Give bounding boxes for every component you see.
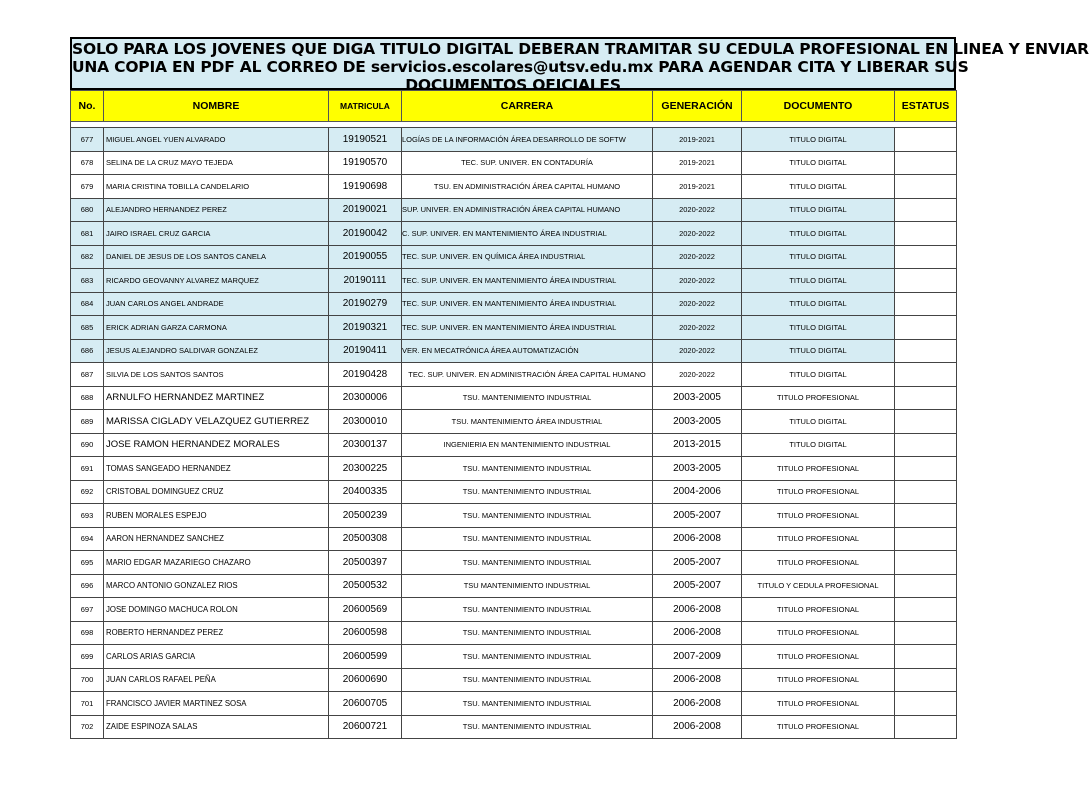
cell-matricula: 20190279: [329, 292, 402, 316]
cell-estatus: [895, 621, 957, 645]
cell-no: 681: [71, 222, 104, 246]
table-row: [71, 222, 957, 246]
cell-carrera: TEC. SUP. UNIVER. EN CONTADURÍA: [402, 151, 653, 175]
cell-nombre: MIGUEL ANGEL YUEN ALVARADO: [104, 128, 329, 152]
cell-no: 695: [71, 551, 104, 575]
cell-generacion: 2003-2005: [653, 410, 742, 434]
cell-documento: TITULO PROFESIONAL: [742, 692, 895, 716]
cell-carrera: TSU. MANTENIMIENTO INDUSTRIAL: [402, 715, 653, 739]
cell-estatus: [895, 175, 957, 199]
cell-nombre: ERICK ADRIAN GARZA CARMONA: [104, 316, 329, 340]
cell-estatus: [895, 292, 957, 316]
cell-matricula: 20500239: [329, 504, 402, 528]
table-row: [71, 598, 957, 622]
cell-documento: TITULO DIGITAL: [742, 198, 895, 222]
table-row: [71, 574, 957, 598]
cell-no: 690: [71, 433, 104, 457]
cell-carrera: TSU. MANTENIMIENTO INDUSTRIAL: [402, 527, 653, 551]
cell-carrera: LOGÍAS DE LA INFORMACIÓN ÁREA DESARROLLO DE SOFTW: [402, 128, 653, 152]
cell-no: 682: [71, 245, 104, 269]
cell-estatus: [895, 480, 957, 504]
cell-documento: TITULO PROFESIONAL: [742, 621, 895, 645]
cell-documento: TITULO PROFESIONAL: [742, 715, 895, 739]
cell-documento: TITULO PROFESIONAL: [742, 480, 895, 504]
cell-matricula: 20600721: [329, 715, 402, 739]
cell-nombre: ARNULFO HERNANDEZ MARTINEZ: [104, 386, 329, 410]
cell-estatus: [895, 198, 957, 222]
cell-no: 696: [71, 574, 104, 598]
cell-no: 689: [71, 410, 104, 434]
cell-no: 692: [71, 480, 104, 504]
cell-estatus: [895, 316, 957, 340]
cell-estatus: [895, 692, 957, 716]
table-row: [71, 339, 957, 363]
cell-carrera: INGENIERIA EN MANTENIMIENTO INDUSTRIAL: [402, 433, 653, 457]
cell-nombre: DANIEL DE JESUS DE LOS SANTOS CANELA: [104, 245, 329, 269]
students-table: [70, 90, 957, 739]
cell-no: 691: [71, 457, 104, 481]
cell-documento: TITULO DIGITAL: [742, 175, 895, 199]
cell-documento: TITULO DIGITAL: [742, 269, 895, 293]
table-row: [71, 668, 957, 692]
notice-line-1: SOLO PARA LOS JOVENES QUE DIGA TITULO DIGITAL DEBERAN TRAMITAR SU CEDULA PROFESIONAL EN LINEA Y ENVIAR: [72, 40, 1089, 58]
cell-matricula: 20300137: [329, 433, 402, 457]
cell-nombre: FRANCISCO JAVIER MARTINEZ SOSA: [104, 692, 329, 716]
cell-nombre: SILVIA DE LOS SANTOS SANTOS: [104, 363, 329, 387]
cell-matricula: 19190698: [329, 175, 402, 199]
header-generacion: GENERACIÓN: [653, 91, 742, 122]
cell-matricula: 20190055: [329, 245, 402, 269]
table-row: [71, 386, 957, 410]
cell-nombre: MARCO ANTONIO GONZALEZ RIOS: [104, 574, 329, 598]
cell-carrera: C. SUP. UNIVER. EN MANTENIMIENTO ÁREA INDUSTRIAL: [402, 222, 653, 246]
cell-no: 698: [71, 621, 104, 645]
cell-documento: TITULO PROFESIONAL: [742, 551, 895, 575]
cell-matricula: 20190042: [329, 222, 402, 246]
cell-carrera: TEC. SUP. UNIVER. EN MANTENIMIENTO ÁREA INDUSTRIAL: [402, 292, 653, 316]
table-row: [71, 245, 957, 269]
cell-documento: TITULO PROFESIONAL: [742, 668, 895, 692]
cell-nombre: MARIO EDGAR MAZARIEGO CHAZARO: [104, 551, 329, 575]
cell-nombre: JAIRO ISRAEL CRUZ GARCIA: [104, 222, 329, 246]
cell-generacion: 2003-2005: [653, 457, 742, 481]
cell-nombre: ALEJANDRO HERNANDEZ PEREZ: [104, 198, 329, 222]
cell-matricula: 20190021: [329, 198, 402, 222]
cell-documento: TITULO DIGITAL: [742, 292, 895, 316]
table-row: [71, 316, 957, 340]
header-documento: DOCUMENTO: [742, 91, 895, 122]
cell-matricula: 19190570: [329, 151, 402, 175]
table-row: [71, 457, 957, 481]
table-row: [71, 269, 957, 293]
cell-generacion: 2020-2022: [653, 339, 742, 363]
cell-nombre: RICARDO GEOVANNY ALVAREZ MARQUEZ: [104, 269, 329, 293]
cell-carrera: TSU. MANTENIMIENTO INDUSTRIAL: [402, 504, 653, 528]
cell-no: 678: [71, 151, 104, 175]
table-row: [71, 198, 957, 222]
cell-estatus: [895, 574, 957, 598]
cell-estatus: [895, 551, 957, 575]
cell-nombre: SELINA DE LA CRUZ MAYO TEJEDA: [104, 151, 329, 175]
header-estatus: ESTATUS: [895, 91, 957, 122]
cell-generacion: 2006-2008: [653, 598, 742, 622]
table-row: [71, 292, 957, 316]
cell-estatus: [895, 527, 957, 551]
table-row: [71, 410, 957, 434]
cell-carrera: VER. EN MECATRÓNICA ÁREA AUTOMATIZACIÓN: [402, 339, 653, 363]
table-row: [71, 621, 957, 645]
cell-generacion: 2005-2007: [653, 574, 742, 598]
cell-documento: TITULO DIGITAL: [742, 222, 895, 246]
cell-generacion: 2006-2008: [653, 621, 742, 645]
table-header-row: [71, 91, 957, 122]
cell-carrera: SUP. UNIVER. EN ADMINISTRACIÓN ÁREA CAPITAL HUMANO: [402, 198, 653, 222]
cell-carrera: TSU. MANTENIMIENTO INDUSTRIAL: [402, 551, 653, 575]
cell-estatus: [895, 128, 957, 152]
cell-documento: TITULO PROFESIONAL: [742, 457, 895, 481]
cell-estatus: [895, 410, 957, 434]
cell-documento: TITULO DIGITAL: [742, 128, 895, 152]
cell-generacion: 2005-2007: [653, 504, 742, 528]
cell-generacion: 2006-2008: [653, 715, 742, 739]
cell-matricula: 20190428: [329, 363, 402, 387]
cell-carrera: TSU. MANTENIMIENTO INDUSTRIAL: [402, 668, 653, 692]
cell-documento: TITULO DIGITAL: [742, 339, 895, 363]
cell-estatus: [895, 433, 957, 457]
cell-no: 687: [71, 363, 104, 387]
table-row: [71, 128, 957, 152]
cell-estatus: [895, 269, 957, 293]
cell-carrera: TSU. MANTENIMIENTO INDUSTRIAL: [402, 621, 653, 645]
cell-matricula: 20600598: [329, 621, 402, 645]
cell-generacion: 2020-2022: [653, 245, 742, 269]
cell-nombre: MARIA CRISTINA TOBILLA CANDELARIO: [104, 175, 329, 199]
cell-documento: TITULO PROFESIONAL: [742, 386, 895, 410]
cell-generacion: 2006-2008: [653, 668, 742, 692]
cell-no: 686: [71, 339, 104, 363]
cell-generacion: 2004-2006: [653, 480, 742, 504]
cell-generacion: 2020-2022: [653, 316, 742, 340]
table-row: [71, 645, 957, 669]
cell-carrera: TEC. SUP. UNIVER. EN MANTENIMIENTO ÁREA INDUSTRIAL: [402, 269, 653, 293]
cell-carrera: TSU. MANTENIMIENTO INDUSTRIAL: [402, 645, 653, 669]
cell-generacion: 2020-2022: [653, 222, 742, 246]
notice-line-3: DOCUMENTOS OFICIALES: [405, 76, 621, 94]
cell-no: 699: [71, 645, 104, 669]
cell-generacion: 2003-2005: [653, 386, 742, 410]
cell-matricula: 20500532: [329, 574, 402, 598]
cell-documento: TITULO DIGITAL: [742, 316, 895, 340]
cell-no: 684: [71, 292, 104, 316]
cell-carrera: TSU. MANTENIMIENTO ÁREA INDUSTRIAL: [402, 410, 653, 434]
cell-carrera: TSU. MANTENIMIENTO INDUSTRIAL: [402, 480, 653, 504]
cell-generacion: 2007-2009: [653, 645, 742, 669]
cell-no: 680: [71, 198, 104, 222]
cell-documento: TITULO PROFESIONAL: [742, 598, 895, 622]
table-row: [71, 480, 957, 504]
cell-matricula: 20600599: [329, 645, 402, 669]
cell-nombre: ZAIDE ESPINOZA SALAS: [104, 715, 329, 739]
cell-carrera: TSU. MANTENIMIENTO INDUSTRIAL: [402, 598, 653, 622]
cell-estatus: [895, 151, 957, 175]
cell-nombre: MARISSA CIGLADY VELAZQUEZ GUTIERREZ: [104, 410, 329, 434]
cell-documento: TITULO PROFESIONAL: [742, 504, 895, 528]
cell-no: 702: [71, 715, 104, 739]
cell-nombre: CRISTOBAL DOMINGUEZ CRUZ: [104, 480, 329, 504]
cell-carrera: TSU MANTENIMIENTO INDUSTRIAL: [402, 574, 653, 598]
cell-nombre: JESUS ALEJANDRO SALDIVAR GONZALEZ: [104, 339, 329, 363]
cell-documento: TITULO DIGITAL: [742, 245, 895, 269]
table-row: [71, 715, 957, 739]
cell-generacion: 2019-2021: [653, 175, 742, 199]
cell-estatus: [895, 668, 957, 692]
cell-matricula: 20300010: [329, 410, 402, 434]
cell-carrera: TSU. MANTENIMIENTO INDUSTRIAL: [402, 457, 653, 481]
cell-matricula: 20300225: [329, 457, 402, 481]
cell-matricula: 20190321: [329, 316, 402, 340]
cell-nombre: TOMAS SANGEADO HERNANDEZ: [104, 457, 329, 481]
cell-estatus: [895, 339, 957, 363]
cell-matricula: 20500308: [329, 527, 402, 551]
document-sheet: [70, 37, 1089, 739]
table-row: [71, 433, 957, 457]
cell-generacion: 2019-2021: [653, 151, 742, 175]
cell-generacion: 2020-2022: [653, 363, 742, 387]
cell-matricula: 20300006: [329, 386, 402, 410]
cell-generacion: 2020-2022: [653, 198, 742, 222]
cell-carrera: TEC. SUP. UNIVER. EN QUÍMICA ÁREA INDUSTRIAL: [402, 245, 653, 269]
cell-generacion: 2006-2008: [653, 527, 742, 551]
notice-banner: [70, 37, 1089, 94]
cell-carrera: TSU. EN ADMINISTRACIÓN ÁREA CAPITAL HUMANO: [402, 175, 653, 199]
cell-estatus: [895, 715, 957, 739]
cell-nombre: ROBERTO HERNANDEZ PEREZ: [104, 621, 329, 645]
table-row: [71, 151, 957, 175]
header-no: No.: [71, 91, 104, 122]
cell-matricula: 19190521: [329, 128, 402, 152]
cell-no: 693: [71, 504, 104, 528]
cell-nombre: JOSE RAMON HERNANDEZ MORALES: [104, 433, 329, 457]
cell-nombre: JUAN CARLOS RAFAEL PEÑA: [104, 668, 329, 692]
cell-no: 700: [71, 668, 104, 692]
cell-no: 701: [71, 692, 104, 716]
cell-matricula: 20190111: [329, 269, 402, 293]
cell-estatus: [895, 598, 957, 622]
cell-documento: TITULO DIGITAL: [742, 363, 895, 387]
cell-documento: TITULO DIGITAL: [742, 410, 895, 434]
cell-no: 683: [71, 269, 104, 293]
header-matricula: MATRICULA: [329, 91, 402, 122]
cell-matricula: 20190411: [329, 339, 402, 363]
cell-nombre: JUAN CARLOS ANGEL ANDRADE: [104, 292, 329, 316]
cell-generacion: 2019-2021: [653, 128, 742, 152]
table-row: [71, 551, 957, 575]
cell-nombre: JOSE DOMINGO MACHUCA ROLON: [104, 598, 329, 622]
cell-nombre: CARLOS ARIAS GARCIA: [104, 645, 329, 669]
cell-estatus: [895, 645, 957, 669]
cell-no: 677: [71, 128, 104, 152]
cell-documento: TITULO PROFESIONAL: [742, 645, 895, 669]
cell-matricula: 20600705: [329, 692, 402, 716]
cell-no: 694: [71, 527, 104, 551]
cell-documento: TITULO PROFESIONAL: [742, 527, 895, 551]
cell-no: 688: [71, 386, 104, 410]
cell-documento: TITULO DIGITAL: [742, 433, 895, 457]
table-body: [71, 122, 957, 739]
cell-nombre: RUBEN MORALES ESPEJO: [104, 504, 329, 528]
cell-estatus: [895, 222, 957, 246]
notice-line-2: UNA COPIA EN PDF AL CORREO DE servicios.escolares@utsv.edu.mx PARA AGENDAR CITA Y LIBERAR SUS: [72, 58, 969, 76]
table-row: [71, 504, 957, 528]
cell-estatus: [895, 504, 957, 528]
cell-matricula: 20500397: [329, 551, 402, 575]
header-carrera: CARRERA: [402, 91, 653, 122]
cell-matricula: 20600690: [329, 668, 402, 692]
cell-generacion: 2020-2022: [653, 269, 742, 293]
cell-generacion: 2020-2022: [653, 292, 742, 316]
cell-carrera: TEC. SUP. UNIVER. EN MANTENIMIENTO ÁREA INDUSTRIAL: [402, 316, 653, 340]
cell-carrera: TSU. MANTENIMIENTO INDUSTRIAL: [402, 692, 653, 716]
table-row: [71, 175, 957, 199]
table-row: [71, 363, 957, 387]
cell-generacion: 2006-2008: [653, 692, 742, 716]
cell-estatus: [895, 457, 957, 481]
cell-estatus: [895, 386, 957, 410]
cell-carrera: TSU. MANTENIMIENTO INDUSTRIAL: [402, 386, 653, 410]
cell-generacion: 2013-2015: [653, 433, 742, 457]
cell-no: 685: [71, 316, 104, 340]
cell-nombre: AARON HERNANDEZ SANCHEZ: [104, 527, 329, 551]
cell-no: 679: [71, 175, 104, 199]
cell-estatus: [895, 363, 957, 387]
cell-matricula: 20400335: [329, 480, 402, 504]
cell-documento: TITULO Y CEDULA PROFESIONAL: [742, 574, 895, 598]
cell-generacion: 2005-2007: [653, 551, 742, 575]
cell-documento: TITULO DIGITAL: [742, 151, 895, 175]
cell-matricula: 20600569: [329, 598, 402, 622]
cell-estatus: [895, 245, 957, 269]
cell-no: 697: [71, 598, 104, 622]
cell-carrera: TEC. SUP. UNIVER. EN ADMINISTRACIÓN ÁREA CAPITAL HUMANO: [402, 363, 653, 387]
header-nombre: NOMBRE: [104, 91, 329, 122]
table-row: [71, 692, 957, 716]
table-row: [71, 527, 957, 551]
